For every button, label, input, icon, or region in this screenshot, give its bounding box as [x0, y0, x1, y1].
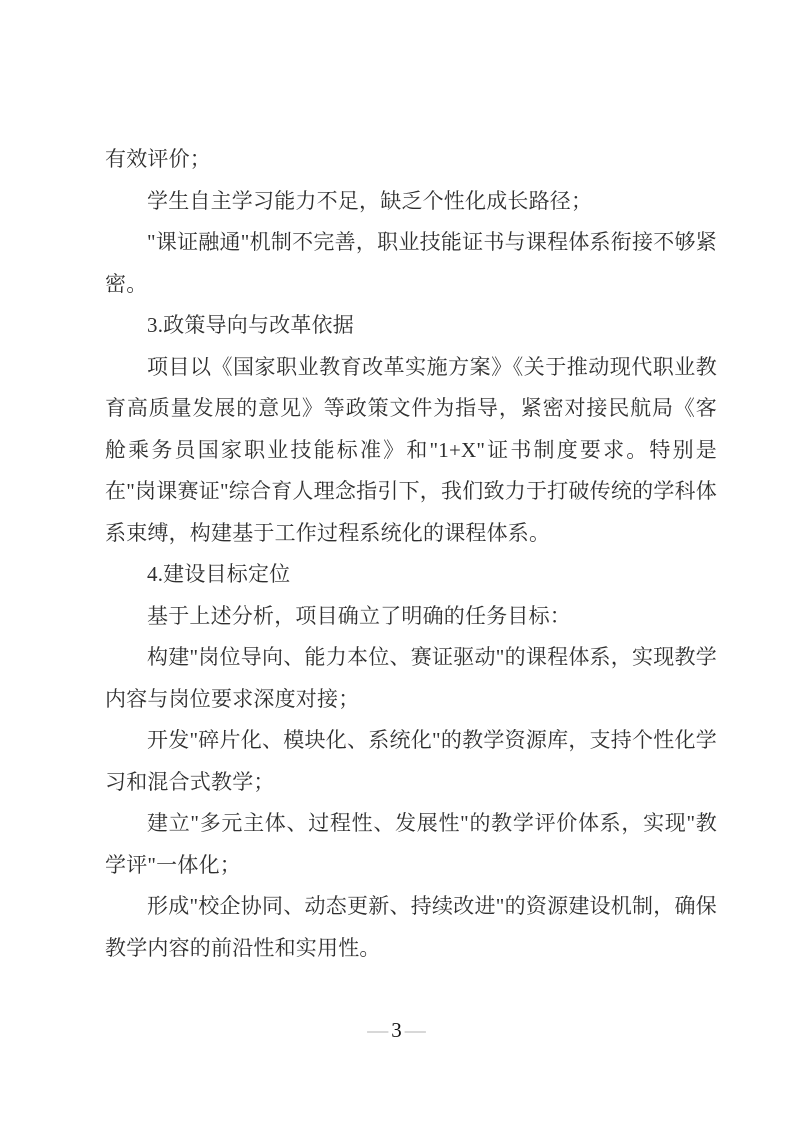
paragraph: 基于上述分析，项目确立了明确的任务目标： [147, 603, 571, 628]
footer-left-dash: — [367, 1018, 389, 1042]
paragraph: 有效评价； [105, 147, 211, 171]
page-number: 3 [391, 1018, 402, 1042]
footer-right-dash: — [404, 1018, 426, 1042]
paragraph: 建立"多元主体、过程性、发展性"的教学评价体系，实现"教学评"一体化； [105, 811, 717, 877]
paragraph: 开发"碎片化、模块化、系统化"的教学资源库，支持个性化学习和混合式教学； [105, 728, 717, 794]
paragraph: 构建"岗位导向、能力本位、赛证驱动"的课程体系，实现教学内容与岗位要求深度对接； [105, 645, 717, 711]
paragraph: "课证融通"机制不完善，职业技能证书与课程体系衔接不够紧密。 [105, 230, 717, 296]
paragraph: 3.政策导向与改革依据 [147, 313, 354, 337]
document-body [105, 139, 717, 969]
paragraph: 学生自主学习能力不足，缺乏个性化成长路径； [147, 188, 593, 213]
paragraph: 项目以《国家职业教育改革实施方案》《关于推动现代职业教育高质量发展的意见》等政策文件为指导，紧密对接民航局《客舱乘务员国家职业技能标准》和"1+X"证书制度要求。特别是在"岗课赛证"综合育人理念指引下，我们致力于打破传统的学科体系束缚，构建基于工作过程系统化的课程体系。 [105, 354, 717, 545]
page-footer [0, 1016, 793, 1044]
paragraph: 形成"校企协同、动态更新、持续改进"的资源建设机制，确保教学内容的前沿性和实用性。 [105, 894, 717, 960]
paragraph: 4.建设目标定位 [147, 562, 291, 586]
